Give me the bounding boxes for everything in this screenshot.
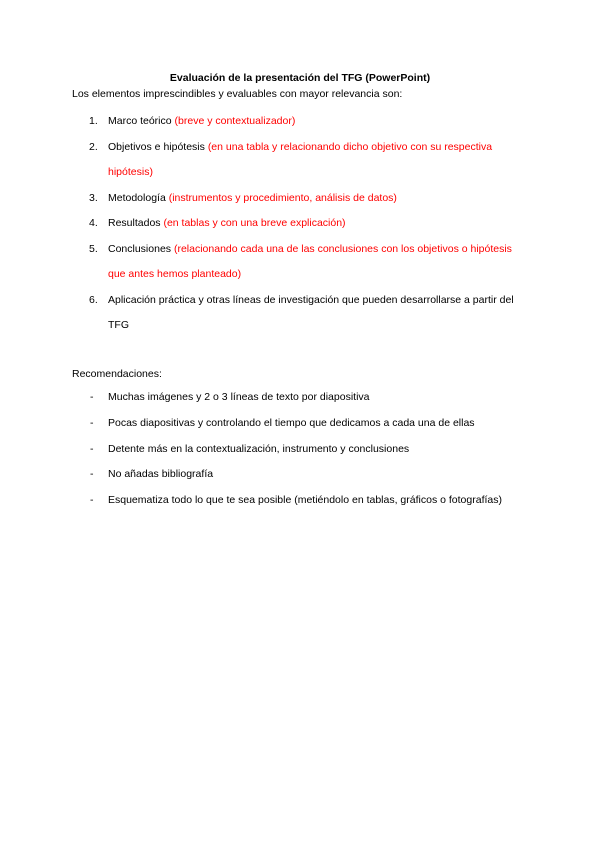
recommendation-text: Esquematiza todo lo que te sea posible (metiéndolo en tablas, gráficos o fotografías) (108, 494, 502, 507)
recommendation-text: Pocas diapositivas y controlando el tiempo que dedicamos a cada una de ellas (108, 416, 475, 429)
item-note: (instrumentos y procedimiento, análisis de datos) (168, 191, 397, 204)
list-item (72, 186, 532, 212)
intro-text: Los elementos imprescindibles y evaluables con mayor relevancia son: (72, 88, 403, 100)
bullet-dash: - (90, 391, 94, 403)
list-item (72, 109, 532, 135)
item-note: (relacionando cada una de las conclusiones con los objetivos o hipótesis que antes hemos planteado) (108, 242, 512, 280)
recommendations-heading: Recomendaciones: (72, 368, 162, 380)
item-text: Aplicación práctica y otras líneas de investigación que pueden desarrollarse a partir del TFG (108, 293, 514, 331)
list-number: 5. (89, 242, 98, 255)
item-text: Metodología (108, 191, 166, 204)
list-item (72, 488, 542, 514)
list-item (72, 462, 542, 488)
list-number: 4. (89, 217, 98, 229)
list-item (72, 385, 542, 411)
list-number: 6. (89, 293, 98, 306)
item-text: Objetivos e hipótesis (108, 140, 205, 153)
recommendation-text: No añadas bibliografía (108, 468, 214, 481)
list-item (72, 211, 532, 237)
list-number: 2. (89, 140, 98, 153)
list-number: 3. (89, 191, 98, 204)
document-title: Evaluación de la presentación del TFG (PowerPoint) (169, 72, 431, 84)
list-item (72, 411, 542, 437)
item-text: Conclusiones (108, 242, 172, 255)
list-item (72, 135, 532, 186)
recommendations-list (72, 385, 542, 514)
item-text: Resultados (108, 217, 161, 229)
recommendation-text: Detente más en la contextualización, instrumento y conclusiones (108, 442, 410, 455)
item-note: (en una tabla y relacionando dicho objetivo con su respectiva hipótesis) (108, 140, 493, 178)
item-text: Marco teórico (108, 115, 172, 127)
item-note: (breve y contextualizador) (174, 115, 296, 127)
list-item (72, 437, 542, 463)
list-number: 1. (89, 115, 98, 127)
item-note: (en tablas y con una breve explicación) (163, 217, 346, 229)
bullet-dash: - (90, 416, 94, 429)
recommendation-text: Muchas imágenes y 2 o 3 líneas de texto por diapositiva (108, 391, 370, 403)
bullet-dash: - (90, 468, 94, 481)
list-item (72, 288, 532, 339)
bullet-dash: - (90, 494, 94, 507)
list-item (72, 237, 532, 288)
evaluable-elements-list (72, 109, 532, 339)
bullet-dash: - (90, 442, 94, 455)
